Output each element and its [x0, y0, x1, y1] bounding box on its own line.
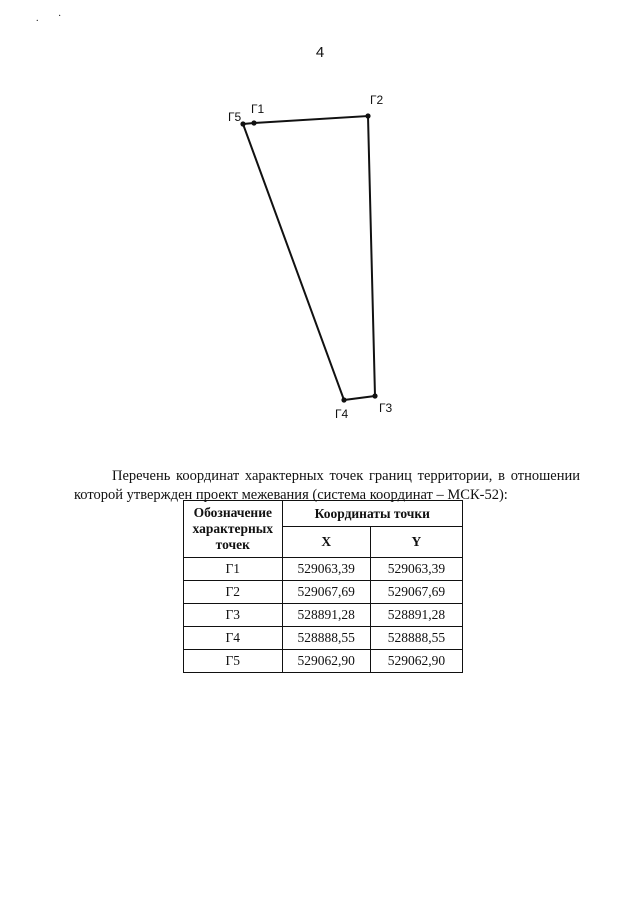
- point-marker-g4: [341, 397, 346, 402]
- point-marker-g1: [251, 120, 256, 125]
- stray-mark: ·: [58, 11, 62, 22]
- intro-paragraph: Перечень координат характерных точек границ территории, в отношении которой утвержден проект межевания (система координат – МСК-52):: [74, 467, 580, 503]
- boundary-scheme: [0, 0, 640, 440]
- cell-y: 529063,39: [370, 558, 462, 581]
- table-row: [184, 650, 463, 673]
- table-row: [184, 627, 463, 650]
- cell-point: Г4: [184, 627, 283, 650]
- cell-point: Г2: [184, 581, 283, 604]
- cell-point: Г1: [184, 558, 283, 581]
- table-row: [184, 604, 463, 627]
- point-label-g5: Г5: [228, 110, 242, 124]
- point-marker-g5: [240, 121, 245, 126]
- header-x: X: [282, 527, 370, 558]
- point-label-g4: Г4: [335, 407, 349, 421]
- cell-x: 529062,90: [282, 650, 370, 673]
- cell-x: 529067,69: [282, 581, 370, 604]
- cell-x: 529063,39: [282, 558, 370, 581]
- cell-y: 528891,28: [370, 604, 462, 627]
- header-point-designation: Обозначение характерных точек: [184, 501, 283, 558]
- page-number: 4: [315, 44, 325, 61]
- cell-x: 528891,28: [282, 604, 370, 627]
- cell-point: Г3: [184, 604, 283, 627]
- boundary-polygon: [243, 116, 375, 400]
- cell-point: Г5: [184, 650, 283, 673]
- point-label-g1: Г1: [251, 102, 265, 116]
- cell-x: 528888,55: [282, 627, 370, 650]
- table-row: [184, 581, 463, 604]
- cell-y: 529067,69: [370, 581, 462, 604]
- point-marker-g3: [372, 393, 377, 398]
- cell-y: 528888,55: [370, 627, 462, 650]
- point-label-g3: Г3: [379, 401, 393, 415]
- stray-mark: .: [36, 13, 39, 24]
- coordinates-table: [183, 500, 463, 673]
- table-row: [184, 558, 463, 581]
- cell-y: 529062,90: [370, 650, 462, 673]
- header-y: Y: [370, 527, 462, 558]
- header-coordinates: Координаты точки: [282, 501, 462, 527]
- point-label-g2: Г2: [370, 93, 384, 107]
- point-marker-g2: [365, 113, 370, 118]
